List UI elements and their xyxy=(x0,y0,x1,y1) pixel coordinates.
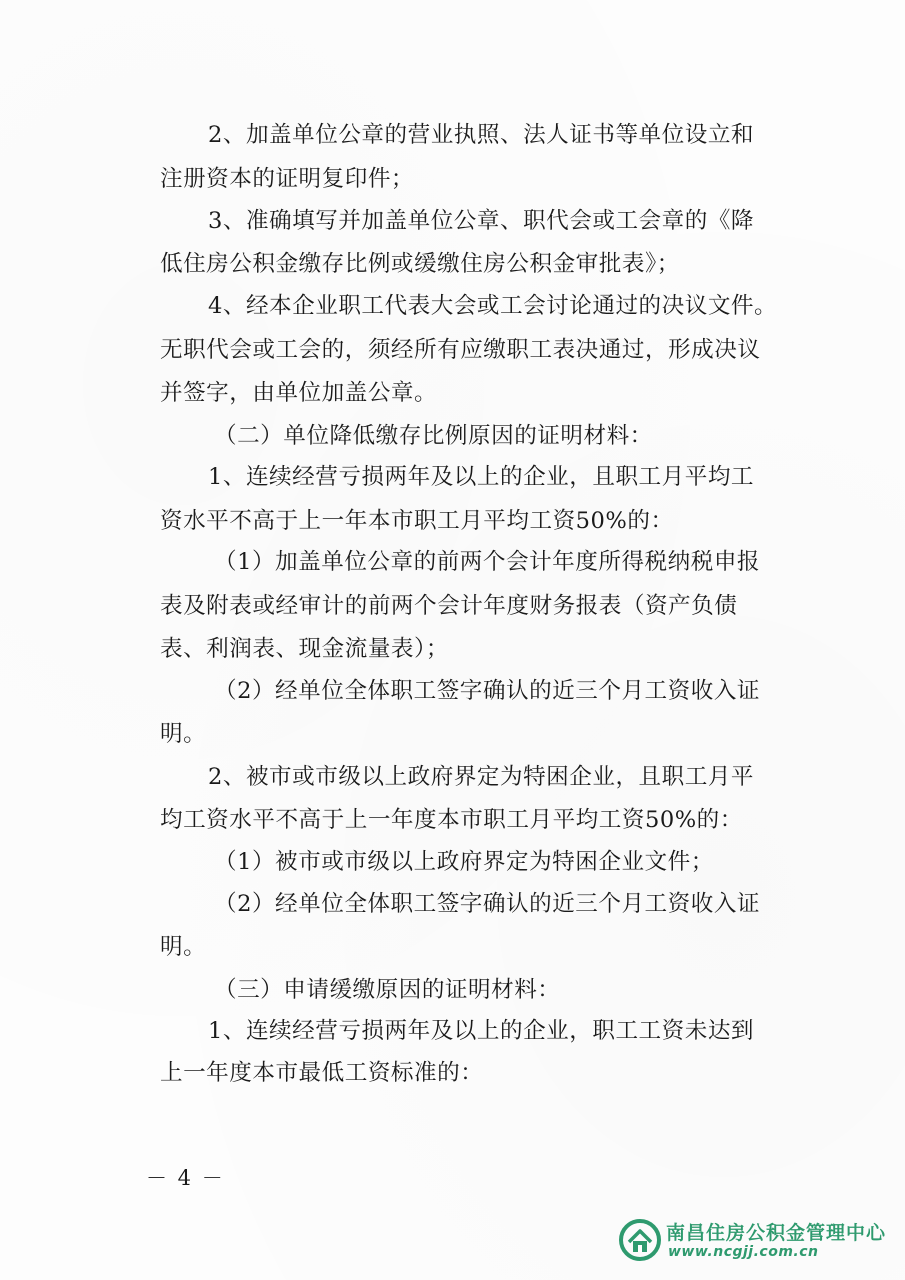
watermark xyxy=(618,1214,888,1264)
text-line: （2）经单位全体职工签字确认的近三个月工资收入证 xyxy=(214,678,761,704)
text-line: 明。 xyxy=(160,934,207,960)
text-line: 并签字，由单位加盖公章。 xyxy=(160,380,438,406)
text-line: （1）加盖单位公章的前两个会计年度所得税纳税申报 xyxy=(214,549,761,575)
text-line: 低住房公积金缴存比例或缓缴住房公积金审批表》； xyxy=(160,251,680,277)
text-line: 资水平不高于上一年本市职工月平均工资50%的： xyxy=(160,508,674,534)
section-heading: （二）单位降低缴存比例原因的证明材料： xyxy=(214,423,653,449)
text-line: 表及附表或经审计的前两个会计年度财务报表（资产负债 xyxy=(160,593,738,619)
text-line: 4、经本企业职工代表大会或工会讨论通过的决议文件。 xyxy=(208,293,778,319)
text-line: （2）经单位全体职工签字确认的近三个月工资收入证 xyxy=(214,891,761,917)
section-heading: （三）申请缓缴原因的证明材料： xyxy=(214,977,561,1003)
text-line: 2、被市或市级以上政府界定为特困企业，且职工月平 xyxy=(208,764,755,790)
watermark-url: www.ncgjj.com.cn xyxy=(668,1244,819,1260)
text-line: 表、利润表、现金流量表）； xyxy=(160,636,449,662)
page-number: － 4 － xyxy=(146,1166,225,1190)
watermark-org-name: 南昌住房公积金管理中心 xyxy=(666,1222,887,1244)
text-line: 1、连续经营亏损两年及以上的企业，职工工资未达到 xyxy=(208,1018,755,1044)
text-line: 均工资水平不高于上一年度本市职工月平均工资50%的： xyxy=(160,807,743,833)
text-line: 上一年度本市最低工资标准的： xyxy=(160,1060,484,1086)
text-line: 3、准确填写并加盖单位公章、职代会或工会章的《降 xyxy=(208,208,755,234)
house-logo-icon xyxy=(618,1218,662,1262)
text-line: 无职代会或工会的，须经所有应缴职工表决通过，形成决议 xyxy=(160,337,761,363)
text-line: 2、加盖单位公章的营业执照、法人证书等单位设立和 xyxy=(208,122,755,148)
text-line: 注册资本的证明复印件； xyxy=(160,166,415,192)
text-line: （1）被市或市级以上政府界定为特困企业文件； xyxy=(214,849,714,875)
text-line: 明。 xyxy=(160,721,207,747)
text-line: 1、连续经营亏损两年及以上的企业，且职工月平均工 xyxy=(208,464,755,490)
